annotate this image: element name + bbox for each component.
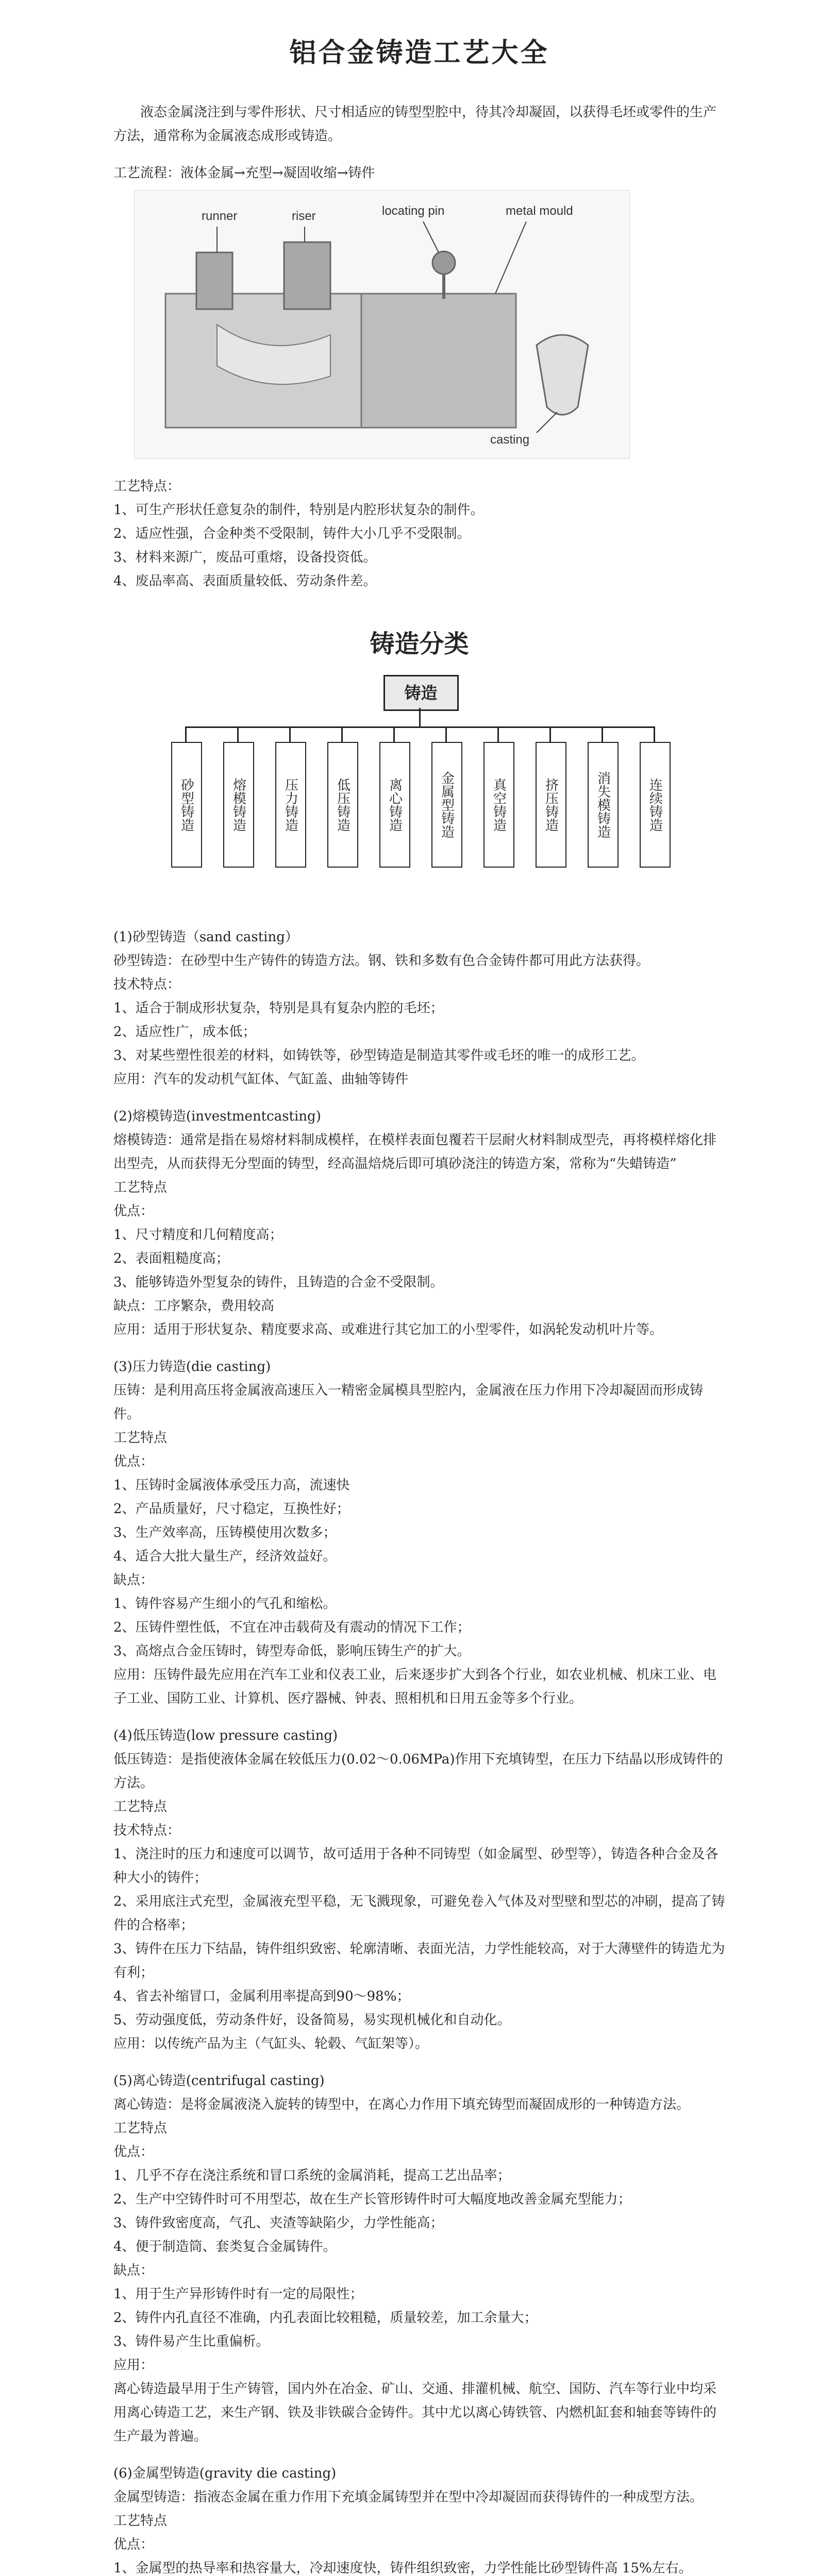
section-line: 4、适合大批大量生产，经济效益好。 <box>113 1549 337 1564</box>
section-line: 缺点：工序繁杂，费用较高 <box>113 1298 275 1314</box>
tree-root: 铸造 <box>383 675 459 711</box>
section-line: 工艺特点 <box>113 1799 168 1815</box>
locating-pin-label: locating pin <box>382 204 445 218</box>
section-line: 3、能够铸造外型复杂的铸件，且铸造的合金不受限制。 <box>113 1275 444 1290</box>
section-heading: (4)低压铸造(low pressure casting) <box>113 1728 338 1743</box>
tree-leaf-stem <box>549 726 551 742</box>
section-line: 低压铸造：是指使液体金属在较低压力(0.02～0.06MPa)作用下充填铸型，在压力下结晶以形成铸件的方法。 <box>113 1752 723 1791</box>
feature-line: 2、适应性强，合金种类不受限制，铸件大小几乎不受限制。 <box>113 526 471 541</box>
section-line: 1、几乎不存在浇注系统和冒口系统的金属消耗，提高工艺出品率； <box>113 2168 511 2183</box>
tree-leaf-stem <box>237 726 239 742</box>
section-heading: (3)压力铸造(die casting) <box>113 1359 271 1375</box>
tree-leaf-sand-casting: 砂型铸造 <box>171 742 202 868</box>
tree-leaf-stem <box>497 726 499 742</box>
section-heading: (2)熔模铸造(investmentcasting) <box>113 1109 321 1124</box>
section-line: 2、产品质量好，尺寸稳定，互换性好； <box>113 1501 350 1517</box>
feature-line: 1、可生产形状任意复杂的制件，特别是内腔形状复杂的制件。 <box>113 502 484 518</box>
casting-label: casting <box>490 433 530 447</box>
section-heading: (5)离心铸造(centrifugal casting) <box>113 2073 325 2089</box>
tree-leaf-stem <box>445 726 447 742</box>
tree-leaf-low-pressure-casting: 低压铸造 <box>327 742 358 868</box>
section-line: 技术特点： <box>113 1823 181 1838</box>
section-line: 1、金属型的热导率和热容量大，冷却速度快，铸件组织致密，力学性能比砂型铸件高 15%左右。 <box>113 2561 692 2576</box>
section-line: 3、对某些塑性很差的材料，如铸铁等，砂型铸造是制造其零件或毛坯的唯一的成形工艺。 <box>113 1048 645 1063</box>
section-line: 金属型铸造：指液态金属在重力作用下充填金属铸型并在型中冷却凝固而获得铸件的一种成型方法。 <box>113 2489 704 2505</box>
tree-leaf-gravity-die-casting: 金属型铸造 <box>431 742 462 868</box>
tree-leaf-stem <box>185 726 187 742</box>
tree-leaf-stem <box>393 726 395 742</box>
section-heading: (1)砂型铸造（sand casting） <box>113 929 298 945</box>
section-line: 3、铸件易产生比重偏析。 <box>113 2334 270 2349</box>
section-line: 优点： <box>113 2144 154 2160</box>
section-line: 1、尺寸精度和几何精度高； <box>113 1227 283 1243</box>
section-line: 缺点： <box>113 2263 154 2278</box>
riser-label: riser <box>292 209 316 223</box>
tree-leaf-stem <box>289 726 291 742</box>
section-line: 应用：以传统产品为主（气缸头、轮毂、气缸架等）。 <box>113 2036 429 2052</box>
section-line: 4、便于制造筒、套类复合金属铸件。 <box>113 2239 337 2255</box>
metal-mould-label: metal mould <box>506 204 573 218</box>
section-line: 应用： <box>113 2358 154 2373</box>
tree-branch-bar <box>185 726 654 728</box>
section-line: 1、压铸时金属液体承受压力高，流速快 <box>113 1478 350 1493</box>
section-line: 工艺特点 <box>113 2513 168 2529</box>
section-line: 工艺特点 <box>113 2121 168 2136</box>
section-line: 工艺特点 <box>113 1430 168 1446</box>
section-line: 5、劳动强度低，劳动条件好，设备简易，易实现机械化和自动化。 <box>113 2012 511 2028</box>
section-line: 2、铸件内孔直径不准确，内孔表面比较粗糙，质量较差，加工余量大； <box>113 2310 538 2326</box>
section-line: 离心铸造：是将金属液浇入旋转的铸型中，在离心力作用下填充铸型而凝固成形的一种铸造方法。 <box>113 2097 690 2112</box>
casting-mould-diagram <box>134 190 630 459</box>
document-title: 铝合金铸造工艺大全 <box>289 37 549 69</box>
section-line: 优点： <box>113 1454 154 1469</box>
tree-leaf-stem <box>602 726 603 742</box>
tree-leaf-vacuum-casting: 真空铸造 <box>483 742 514 868</box>
tree-leaf-stem <box>341 726 343 742</box>
section-line: 技术特点： <box>113 977 181 992</box>
runner-label: runner <box>202 209 238 223</box>
section-line: 2、表面粗糙度高； <box>113 1251 229 1266</box>
section-line: 2、压铸件塑性低，不宜在冲击载荷及有震动的情况下工作； <box>113 1620 471 1635</box>
process-flow: 工艺流程：液体金属→充型→凝固收缩→铸件 <box>113 165 375 181</box>
section-line: 工艺特点 <box>113 1180 168 1195</box>
section-line: 4、省去补缩冒口，金属利用率提高到90～98%； <box>113 1989 410 2004</box>
section-line: 优点： <box>113 2537 154 2552</box>
section-line: 2、采用底注式充型，金属液充型平稳，无飞溅现象，可避免卷入气体及对型壁和型芯的冲刷，提高了铸件的合格率； <box>113 1894 725 1933</box>
tree-leaf-stem <box>654 726 655 742</box>
tree-leaf-squeeze-casting: 挤压铸造 <box>536 742 566 868</box>
mould-illustration <box>135 191 629 459</box>
features-title: 工艺特点： <box>113 479 181 494</box>
tree-leaf-continuous-casting: 连续铸造 <box>640 742 671 868</box>
tree-leaf-die-casting: 压力铸造 <box>275 742 306 868</box>
section-line: 熔模铸造：通常是指在易熔材料制成模样，在模样表面包覆若干层耐火材料制成型壳，再将模样熔化排出型壳，从而获得无分型面的铸型，经高温焙烧后即可填砂浇注的铸造方案，常称为“失蜡铸造” <box>113 1132 717 1172</box>
classification-title: 铸造分类 <box>370 630 469 658</box>
section-line: 2、适应性广，成本低； <box>113 1024 256 1040</box>
section-line: 应用：适用于形状复杂、精度要求高、或难进行其它加工的小型零件，如涡轮发动机叶片等。 <box>113 1322 663 1337</box>
classification-tree <box>136 675 703 891</box>
section-line: 缺点： <box>113 1572 154 1588</box>
tree-root-stem <box>419 708 421 726</box>
intro-paragraph: 液态金属浇注到与零件形状、尺寸相适应的铸型型腔中，待其冷却凝固，以获得毛坯或零件的生产方法，通常称为金属液态成形或铸造。 <box>113 105 717 144</box>
sections-container <box>113 912 725 2576</box>
tree-leaf-lost-foam-casting: 消失模铸造 <box>588 742 619 868</box>
section-line: 3、铸件致密度高，气孔、夹渣等缺陷少，力学性能高； <box>113 2215 444 2231</box>
section-line: 3、生产效率高，压铸模使用次数多； <box>113 1525 337 1540</box>
section-line: 3、高熔点合金压铸时，铸型寿命低，影响压铸生产的扩大。 <box>113 1643 471 1659</box>
tree-leaf-centrifugal-casting: 离心铸造 <box>379 742 410 868</box>
section-line: 应用：汽车的发动机气缸体、气缸盖、曲轴等铸件 <box>113 1072 409 1087</box>
section-line: 1、铸件容易产生细小的气孔和缩松。 <box>113 1596 337 1612</box>
section-line: 1、适合于制成形状复杂，特别是具有复杂内腔的毛坯； <box>113 1001 444 1016</box>
section-line: 1、用于生产异形铸件时有一定的局限性； <box>113 2286 363 2302</box>
section-line: 1、浇注时的压力和速度可以调节，故可适用于各种不同铸型（如金属型、砂型等），铸造各种合金及各种大小的铸件； <box>113 1846 719 1886</box>
feature-line: 3、材料来源广，废品可重熔，设备投资低。 <box>113 550 377 565</box>
section-line: 优点： <box>113 1204 154 1219</box>
section-line: 压铸：是利用高压将金属液高速压入一精密金属模具型腔内，金属液在压力作用下冷却凝固而形成铸件。 <box>113 1383 704 1422</box>
section-line: 应用：压铸件最先应用在汽车工业和仪表工业，后来逐步扩大到各个行业，如农业机械、机床工业、电子工业、国防工业、计算机、医疗器械、钟表、照相机和日用五金等多个行业。 <box>113 1667 717 1706</box>
section-line: 3、铸件在压力下结晶，铸件组织致密、轮廓清晰、表面光洁，力学性能较高，对于大薄壁件的铸造尤为有利； <box>113 1941 725 1980</box>
section-line: 砂型铸造：在砂型中生产铸件的铸造方法。钢、铁和多数有色合金铸件都可用此方法获得。 <box>113 953 650 969</box>
section-line: 离心铸造最早用于生产铸管，国内外在冶金、矿山、交通、排灌机械、航空、国防、汽车等行业中均采用离心铸造工艺，来生产钢、铁及非铁碳合金铸件。其中尤以离心铸铁管、内燃机缸套和轴套等铸件的生产最为普遍。 <box>113 2381 717 2444</box>
feature-line: 4、废品率高、表面质量较低、劳动条件差。 <box>113 573 377 589</box>
section-heading: (6)金属型铸造(gravity die casting) <box>113 2466 337 2481</box>
tree-leaf-investment-casting: 熔模铸造 <box>223 742 254 868</box>
section-line: 2、生产中空铸件时可不用型芯，故在生产长管形铸件时可大幅度地改善金属充型能力； <box>113 2192 631 2207</box>
